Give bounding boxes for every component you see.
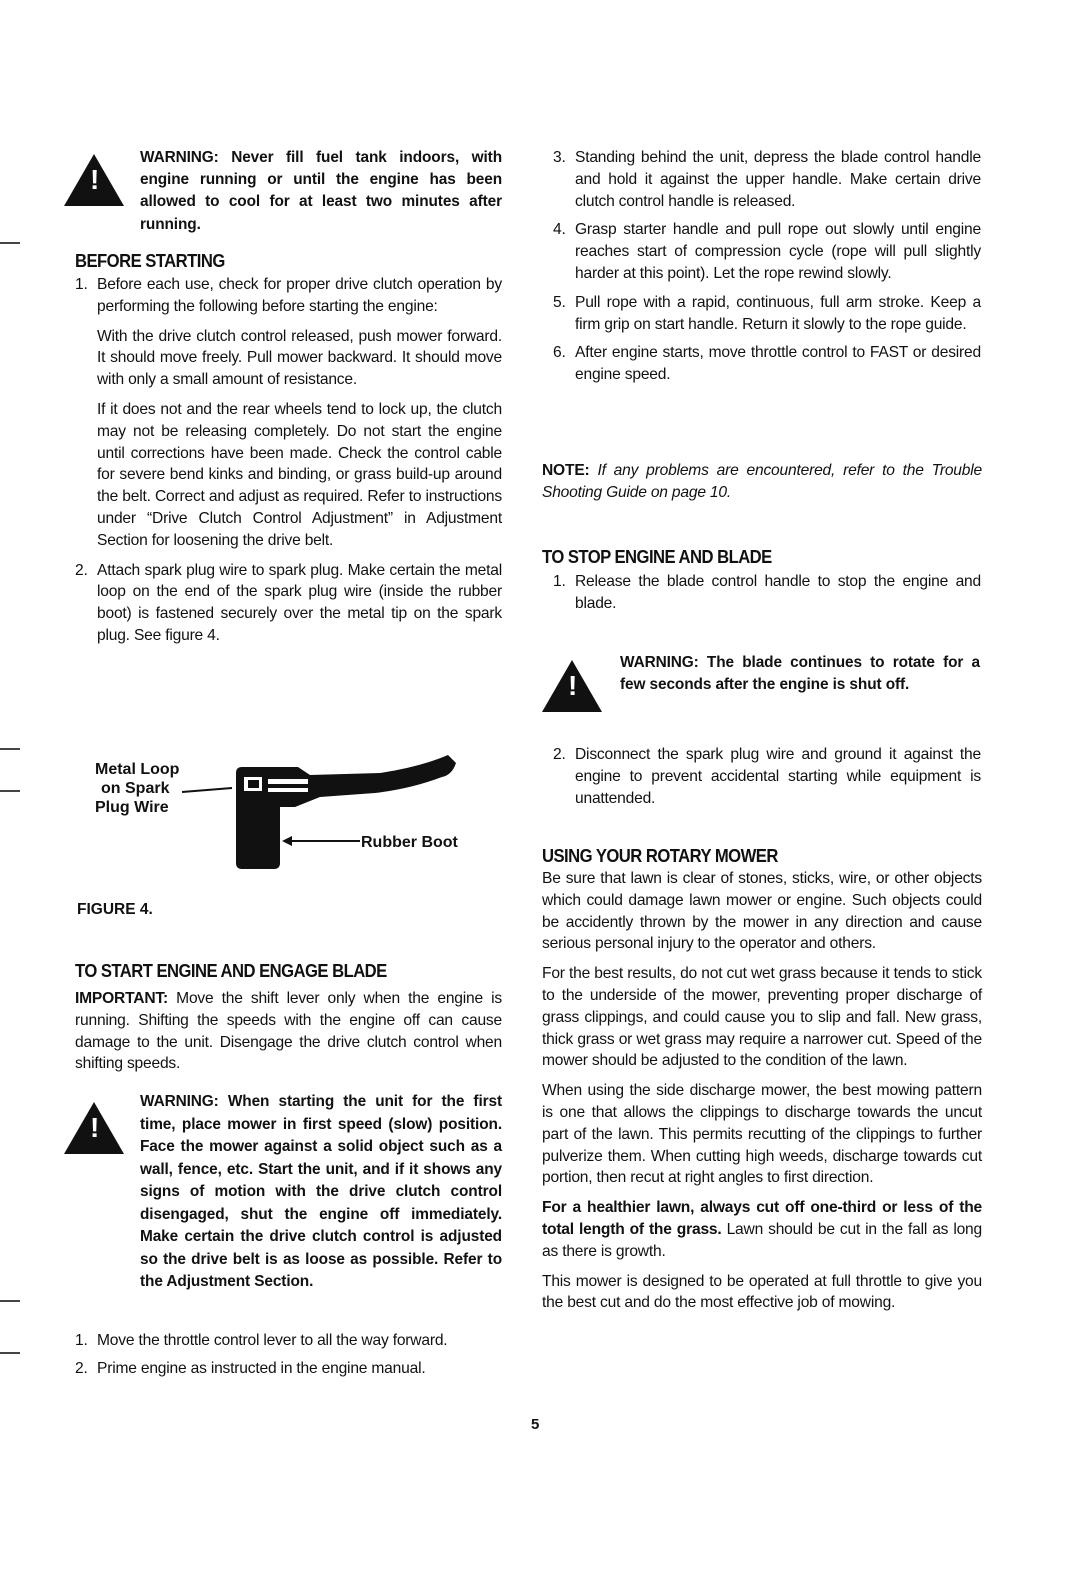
- warning-blade: WARNING: The blade continues to rotate for a few seconds after the engine is shut off.: [620, 654, 980, 694]
- item-text: Pull rope with a rapid, continuous, full arm stroke. Keep a firm grip on start handle. Return it slowly to the rope guide.: [575, 293, 981, 333]
- item-number: 6.: [553, 344, 566, 362]
- item-number: 1.: [553, 573, 566, 590]
- paragraph: This mower is designed to be operated at full throttle to give you the best cut and do the most effective job of mowing.: [542, 1272, 982, 1312]
- item-text: Grasp starter handle and pull rope out slowly until engine reaches start of compression cycle (rope will pull slightly harder at this point). Let the rope rewind slowly.: [575, 221, 981, 282]
- paragraph: [542, 1197, 982, 1262]
- item-number: 2.: [75, 1359, 88, 1377]
- list-item: [75, 274, 502, 318]
- paragraph: When using the side discharge mower, the best mowing pattern is one that allows the clippings to discharge towards the uncut part of the lawn. This permits recutting of the clippings to further pulverize them. When cutting high weeds, discharge towards cut portion, then recut at right angles to first direction.: [542, 1082, 982, 1187]
- heading-start-engine: TO START ENGINE AND ENGAGE BLADE: [75, 960, 387, 981]
- margin-mark: [0, 1300, 20, 1302]
- item-text: Release the blade control handle to stop the engine and blade.: [575, 573, 981, 612]
- item-number: 5.: [553, 293, 566, 311]
- item-number: 2.: [75, 561, 88, 579]
- list-item: [553, 292, 981, 336]
- paragraph: With the drive clutch control released, push mower forward. It should move freely. Pull mower backward. It should move with only a small amount of resistance.: [97, 327, 502, 389]
- item-number: 1.: [75, 276, 88, 293]
- item-number: 3.: [553, 149, 566, 166]
- important-text: Move the shift lever only when the engine is running. Shifting the speeds with the engine off can cause damage to the unit. Disengage the drive clutch control when shifting speeds.: [75, 990, 502, 1073]
- list-item: [553, 147, 981, 212]
- list-item: [75, 560, 502, 647]
- note-text: If any problems are encountered, refer to the Trouble Shooting Guide on page 10.: [542, 462, 982, 501]
- paragraph: If it does not and the rear wheels tend to lock up, the clutch may not be releasing completely. Do not start the engine until corrections have been made. Check the control cable for severe bend kinks and binding, or grass build-up around the belt. Correct and adjust as required. Refer to instructions under “Drive Clutch Control Adjustment” in Adjustment Section for loosening the drive belt.: [97, 400, 502, 549]
- warning-icon: !: [64, 154, 124, 206]
- stop-step-1: [553, 571, 981, 615]
- note-label: NOTE:: [542, 462, 590, 479]
- list-item: [553, 744, 981, 809]
- item-text: Disconnect the spark plug wire and ground it against the engine to prevent accidental starting while equipment is unattended.: [575, 746, 981, 807]
- heading-before-starting: BEFORE STARTING: [75, 250, 225, 271]
- heading-stop-engine: TO STOP ENGINE AND BLADE: [542, 546, 772, 567]
- note: [542, 460, 982, 504]
- important-label: IMPORTANT:: [75, 990, 168, 1007]
- text: Lawn should be cut in the fall as long as there is growth.: [542, 1220, 982, 1260]
- stop-step-2: [553, 744, 981, 809]
- item-text: Before each use, check for proper drive clutch operation by performing the following before starting the engine:: [97, 276, 502, 315]
- heading-rotary-mower: USING YOUR ROTARY MOWER: [542, 845, 778, 866]
- start-steps-right: [553, 147, 981, 386]
- rotary-section: [542, 868, 982, 1314]
- warning-start: WARNING: When starting the unit for the first time, place mower in first speed (slow) position. Face the mower against a solid object such as a wall, fence, etc. Start the unit, and if it shows any signs of motion with the drive clutch control disengaged, shut the engine off immediately. Make certain the drive clutch control is adjusted so the drive belt is as loose as possible. Refer to the Adjustment Section.: [140, 1093, 502, 1290]
- spark-plug-boot-illustration: [180, 755, 480, 885]
- list-item: [553, 342, 981, 386]
- list-item: [553, 219, 981, 284]
- paragraph: For the best results, do not cut wet grass because it tends to stick to the underside of the mower, preventing proper discharge of grass clippings, and could cause you to slip and fall. New grass, thick grass or wet grass may require a narrower cut. Speed of the mower should be adjusted to the condition of the lawn.: [542, 965, 982, 1070]
- figure-caption: FIGURE 4.: [77, 901, 153, 918]
- margin-mark: [0, 748, 20, 750]
- list-item: [75, 1330, 502, 1352]
- margin-mark: [0, 790, 20, 792]
- label-line: Metal Loop: [95, 761, 180, 778]
- margin-mark: [0, 242, 20, 244]
- warning-icon: !: [542, 660, 602, 712]
- item-text: After engine starts, move throttle control to FAST or desired engine speed.: [575, 344, 981, 384]
- list-item: [75, 1358, 502, 1380]
- item-number: 4.: [553, 221, 566, 239]
- paragraph: Be sure that lawn is clear of stones, sticks, wire, or other objects which could damage lawn mower or engine. Such objects could be accidently thrown by the mower in any direction and cause serious personal injury to the operator and others.: [542, 870, 982, 953]
- figure-label-rubber-boot: Rubber Boot: [361, 834, 458, 851]
- margin-mark: [0, 1352, 20, 1354]
- item-number: 1.: [75, 1332, 88, 1349]
- item-number: 2.: [553, 746, 566, 763]
- page-number: 5: [531, 1416, 540, 1433]
- important-paragraph: [75, 988, 502, 1075]
- start-steps-left: [75, 1330, 502, 1380]
- list-item: [553, 571, 981, 615]
- item-text: Attach spark plug wire to spark plug. Make certain the metal loop on the end of the spark plug wire (inside the rubber boot) is fastened securely over the metal tip on the spark plug. See figure 4.: [97, 561, 502, 644]
- label-line: Plug Wire: [95, 799, 169, 816]
- bold-text: For a healthier lawn, always cut off one-third or less of the total length of the grass.: [542, 1199, 982, 1238]
- warning-icon: !: [64, 1102, 124, 1154]
- before-starting-section: [75, 274, 502, 647]
- item-text: Move the throttle control lever to all the way forward.: [97, 1332, 448, 1349]
- warning-fuel: WARNING: Never fill fuel tank indoors, with engine running or until the engine has been allowed to cool for at least two minutes after running.: [140, 149, 502, 233]
- label-line: on Spark: [101, 780, 170, 797]
- item-text: Standing behind the unit, depress the blade control handle and hold it against the upper handle. Make certain drive clutch control handle is released.: [575, 149, 981, 210]
- item-text: Prime engine as instructed in the engine manual.: [97, 1359, 426, 1377]
- figure-label-metal-loop: [95, 760, 179, 817]
